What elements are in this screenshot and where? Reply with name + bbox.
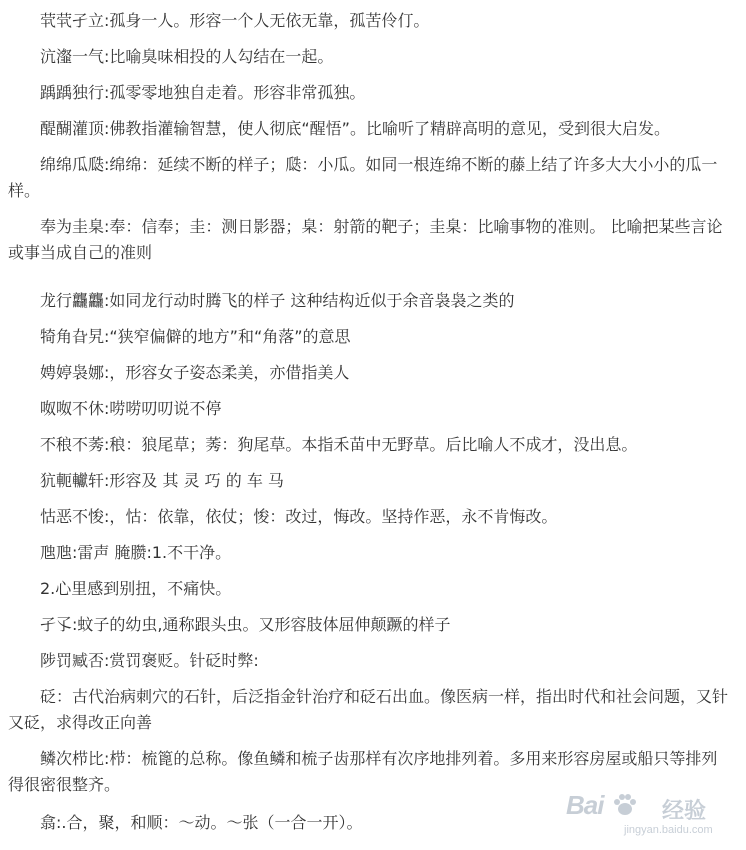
watermark-domain: jingyan.baidu.com bbox=[624, 824, 713, 836]
entry-chariot: 犺軛䡾轩:形容及 其 灵 巧 的 车 马 bbox=[40, 471, 284, 490]
entry-pingting-niaonuo: 娉婷袅娜:，形容女子姿态柔美，亦借指美人 bbox=[40, 363, 350, 382]
entry-tihu-guanding: 醍醐灌顶:佛教指灌输智慧，使人彻底“醒悟”。比喻听了精辟高明的意见，受到很大启发。 bbox=[40, 119, 670, 138]
entry-azan-second-sense: 2.心里感到别扭，不痛快。 bbox=[40, 579, 232, 598]
paw-icon bbox=[612, 792, 638, 818]
entry-juju-duxing: 踽踽独行:孤零零地独自走着。形容非常孤独。 bbox=[40, 83, 366, 102]
entry-hangxie-yiqi: 沆瀣一气:比喻臭味相投的人勾结在一起。 bbox=[40, 47, 334, 66]
entry-huihui-azan: 虺虺:雷声 腌臜:1.不干净。 bbox=[40, 543, 232, 562]
entry-bulang-buyou: 不稂不莠:稂：狼尾草；莠：狗尾草。本指禾苗中无野草。后比喻人不成才，没出息。 bbox=[40, 435, 638, 454]
entry-zhifa-zangpi: 陟罚臧否:赏罚褒贬。针砭时弊: bbox=[40, 651, 259, 670]
entry-jiejue: 孑孓:蚊子的幼虫,通称跟头虫。又形容肢体屈伸颠蹶的样子 bbox=[40, 615, 451, 634]
entry-jijiao-gala: 犄角旮旯:“狭窄偏僻的地方”和“角落”的意思 bbox=[40, 327, 351, 346]
entry-hue-buquan: 怙恶不悛:，怙：依靠，依仗；悛：改过，悔改。坚持作恶，永不肯悔改。 bbox=[40, 507, 558, 526]
entry-lincibizhi: 鳞次栉比:栉：梳篦的总称。像鱼鳞和梳子齿那样有次序地排列着。多用来形容房屋或船只等排列得很密很整齐。 bbox=[8, 749, 718, 794]
watermark-brand-text: Bai bbox=[566, 790, 604, 820]
entry-longxing-tata: 龙行龘龘:如同龙行动时腾飞的样子 这种结构近似于余音袅袅之类的 bbox=[40, 291, 515, 310]
entry-qiongqiong-jieli: 茕茕孑立:孤身一人。形容一个人无依无靠，孤苦伶仃。 bbox=[40, 11, 430, 30]
baidu-jingyan-watermark bbox=[566, 788, 736, 844]
entry-mianmian-guadie: 绵绵瓜瓞:绵绵：延续不断的样子；瓞：小瓜。如同一根连绵不断的藤上结了许多大大小小的瓜一样。 bbox=[8, 155, 718, 200]
entry-naonao-buxiu: 呶呶不休:唠唠叨叨说不停 bbox=[40, 399, 222, 418]
entry-xi: 翕:.合，聚，和顺：～动。～张（一合一开）。 bbox=[40, 813, 363, 832]
entry-bian: 砭：古代治病刺穴的石针，后泛指金针治疗和砭石出血。像医病一样，指出时代和社会问题，又针又砭，求得改正向善 bbox=[8, 687, 729, 732]
watermark-jingyan-text: 经验 bbox=[662, 799, 707, 824]
entry-fengwei-guinie: 奉为圭臬:奉：信奉；圭：测日影器；臬：射箭的靶子；圭臬：比喻事物的准则。 比喻把某些言论或事当成自己的准则 bbox=[8, 217, 723, 262]
